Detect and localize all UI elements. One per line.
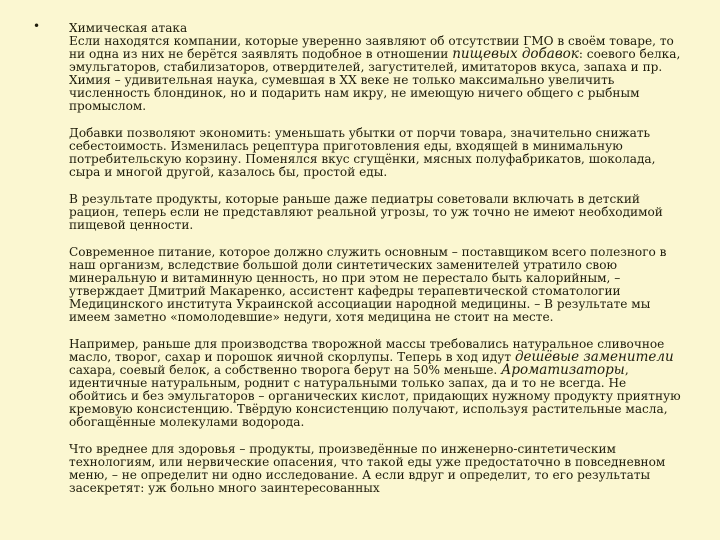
paragraph-5-emphasis-2: Ароматизаторы	[501, 362, 625, 378]
paragraph-3: В результате продукты, которые раньше даже педиатры советовали включать в детский рацион, теперь если не представляют реальной угрозы, то уж точно не имеют необходимой пищевой ценности.	[69, 192, 663, 232]
paragraph-1-emphasis: пищевых добавок	[452, 46, 579, 62]
paragraph-5-emphasis-1: дешёвые заменители	[514, 349, 674, 365]
paragraph-1-text-a: Если находятся компании, которые уверенно заявляют об отсутствии ГМО в своём товаре, то ни одна из них не берётся заявлять подобное в отношении	[69, 34, 674, 61]
paragraph-1-text-b: : соевого белка, эмульгаторов, стабилизаторов, отвердителей, загустителей, имитаторов вкуса, запаха и пр. Химия – удивительная наука, сумевшая в XX веке не только максимально увеличить численность блондинок, но и подарить нам икру, не имеющую ничего общего с рыбным промыслом.	[69, 47, 681, 113]
slide-title: Химическая атака	[69, 21, 188, 35]
paragraph-2: Добавки позволяют экономить: уменьшать убытки от порчи товара, значительно снижать себестоимость. Изменилась рецептура приготовления еды, входящей в минимальную потребительскую корзину. Поменялся вкус сгущёнки, мясных полуфабрикатов, шоколада, сыра и многой другой, казалось бы, простой еды.	[69, 126, 656, 179]
bullet-marker: •	[33, 19, 41, 33]
paragraph-1	[69, 22, 681, 113]
paragraph-6: Что вреднее для здоровья – продукты, произведённые по инженерно-синтетическим технологиям, или нервические опасения, что такой еды уже предостаточно в повседневном меню, – не определит ни одно исследование. А если вдруг и определит, то его результаты засекретят: уж больно много заинтересованных	[69, 442, 666, 495]
paragraph-4: Современное питание, которое должно служить основным – поставщиком всего полезного в наш организм, вследствие большой доли синтетических заменителей утратило свою минеральную и витаминную ценность, но при этом не перестало быть калорийным, – утверждает Дмитрий Макаренко, ассистент кафедры терапевтической стоматологии Медицинского института Украинской ассоциации народной медицины. – В результате мы имеем заметно «помолодевшие» недуги, хотя медицина не стоит на месте.	[69, 245, 667, 324]
paragraph-5-text-c: , идентичные натуральным, роднит с натуральными только запах, да и то не всегда. Не обойтись и без эмульгаторов – органических кислот, придающих нужному продукту приятную кремовую консистенцию. Твёрдую консистенцию получают, используя растительные масла, обогащённые молекулами водорода.	[69, 363, 681, 429]
paragraph-5-text-b: сахара, соевый белок, а собственно творога берут на 50% меньше.	[69, 363, 502, 377]
paragraph-5	[69, 338, 681, 429]
paragraph-5-text-a: Например, раньше для производства творожной массы требовались натуральное сливочное масло, творог, сахар и порошок яичной скорлупы. Теперь в ход идут	[69, 337, 665, 364]
slide-content	[69, 22, 681, 509]
